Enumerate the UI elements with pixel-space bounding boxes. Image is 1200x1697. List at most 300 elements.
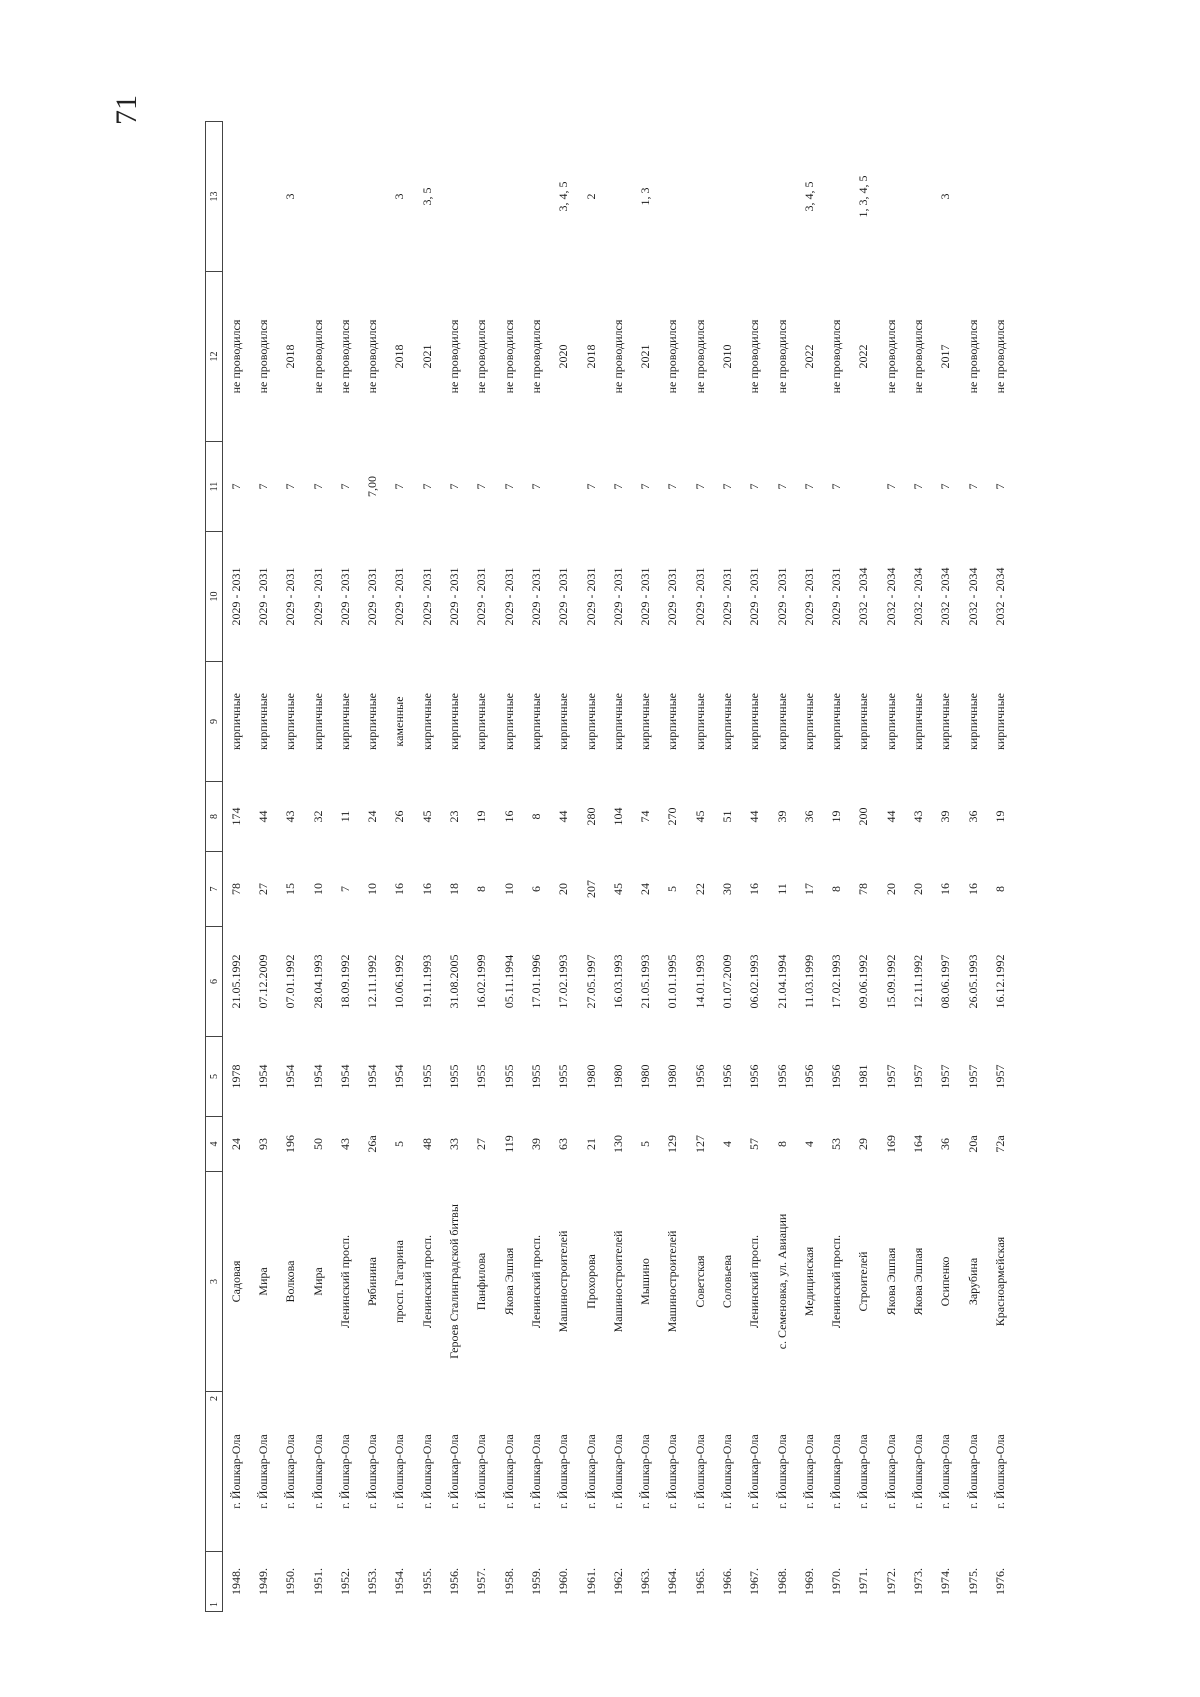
cell-col-7: 207 xyxy=(583,880,598,898)
cell-col-12: не проводился xyxy=(365,319,380,394)
cell-col-4: 26а xyxy=(365,1135,380,1153)
cell-col-8: 200 xyxy=(856,807,871,826)
rotated-table-wrapper xyxy=(205,122,1007,1612)
cell-col-8: 44 xyxy=(747,810,762,823)
cell-col-12: 2017 xyxy=(938,344,953,369)
cell-col-12: 2018 xyxy=(392,344,407,369)
column-header-8: 8 xyxy=(206,782,223,852)
cell-col-12: не проводился xyxy=(528,319,543,394)
cell-col-1: 1974. xyxy=(938,1568,953,1595)
cell-col-11: 7 xyxy=(283,483,298,490)
cell-col-7: 10 xyxy=(365,883,380,895)
cell-col-8: 39 xyxy=(774,810,789,823)
cell-col-13 xyxy=(250,122,277,272)
cell-col-9: кирпичные xyxy=(829,693,844,750)
cell-col-7: 78 xyxy=(856,883,871,895)
cell-col-8: 39 xyxy=(938,810,953,823)
cell-col-5: 1956 xyxy=(719,1064,734,1089)
cell-col-5: 1954 xyxy=(337,1064,352,1089)
cell-col-3: Якова Эшпая xyxy=(911,1247,926,1316)
cell-col-11: 7 xyxy=(255,483,270,490)
cell-col-11: 7 xyxy=(419,483,434,490)
cell-col-4: 43 xyxy=(337,1138,352,1150)
cell-col-6: 08.06.1997 xyxy=(938,954,953,1009)
table-row xyxy=(632,122,659,1612)
cell-col-11: 7 xyxy=(883,483,898,490)
cell-col-7: 6 xyxy=(528,886,543,892)
cell-col-11: 7,00 xyxy=(365,476,380,497)
cell-col-7: 30 xyxy=(719,883,734,895)
cell-col-10: 2029 - 2031 xyxy=(501,567,516,626)
cell-col-8: 45 xyxy=(419,810,434,823)
cell-col-11: 7 xyxy=(747,483,762,490)
cell-col-11: 7 xyxy=(528,483,543,490)
column-header-6: 6 xyxy=(206,927,223,1037)
cell-col-9: кирпичные xyxy=(992,693,1007,750)
table-row xyxy=(250,122,277,1612)
cell-col-6: 05.11.1994 xyxy=(501,954,516,1009)
cell-col-4: 5 xyxy=(638,1141,653,1147)
cell-col-12: не проводился xyxy=(992,319,1007,394)
cell-col-5: 1981 xyxy=(856,1064,871,1089)
cell-col-10: 2029 - 2031 xyxy=(283,567,298,626)
cell-col-2: г. Йошкар-Ола xyxy=(255,1434,270,1509)
cell-col-6: 16.02.1999 xyxy=(474,954,489,1009)
column-header-12: 12 xyxy=(206,272,223,442)
cell-col-3: Советская xyxy=(692,1255,707,1308)
cell-col-10: 2029 - 2031 xyxy=(610,567,625,626)
cell-col-4: 4 xyxy=(801,1141,816,1147)
cell-col-4: 21 xyxy=(583,1138,598,1150)
cell-col-6: 21.05.1992 xyxy=(228,954,243,1009)
cell-col-12: не проводился xyxy=(829,319,844,394)
table-row xyxy=(823,122,850,1612)
column-header-7: 7 xyxy=(206,852,223,927)
cell-col-3: Панфилова xyxy=(474,1252,489,1311)
cell-col-13 xyxy=(359,122,386,272)
cell-col-6: 17.02.1993 xyxy=(556,954,571,1009)
cell-col-9: кирпичные xyxy=(583,693,598,750)
cell-col-4: 164 xyxy=(911,1135,926,1153)
cell-col-5: 1957 xyxy=(965,1064,980,1089)
cell-col-2: г. Йошкар-Ола xyxy=(228,1434,243,1509)
table-row xyxy=(577,122,604,1612)
table-row xyxy=(495,122,522,1612)
cell-col-1: 1966. xyxy=(719,1568,734,1595)
cell-col-1: 1972. xyxy=(883,1568,898,1595)
cell-col-3: Красноармейская xyxy=(992,1236,1007,1327)
table-row xyxy=(441,122,468,1612)
cell-col-2: г. Йошкар-Ола xyxy=(801,1434,816,1509)
cell-col-1: 1968. xyxy=(774,1568,789,1595)
cell-col-1: 1973. xyxy=(911,1568,926,1595)
cell-col-12: 2021 xyxy=(638,344,653,369)
cell-col-13: 3 xyxy=(938,193,953,200)
cell-col-5: 1954 xyxy=(365,1064,380,1089)
cell-col-4: 93 xyxy=(255,1138,270,1150)
cell-col-6: 21.04.1994 xyxy=(774,954,789,1009)
cell-col-10: 2029 - 2031 xyxy=(583,567,598,626)
cell-col-9: кирпичные xyxy=(283,693,298,750)
cell-col-1: 1960. xyxy=(556,1568,571,1595)
cell-col-1: 1954. xyxy=(392,1568,407,1595)
cell-col-12: не проводился xyxy=(692,319,707,394)
cell-col-5: 1955 xyxy=(501,1064,516,1089)
cell-col-2: г. Йошкар-Ола xyxy=(610,1434,625,1509)
cell-col-7: 7 xyxy=(337,886,352,892)
cell-col-2: г. Йошкар-Ола xyxy=(310,1434,325,1509)
table-row xyxy=(223,122,250,1612)
cell-col-4: 53 xyxy=(829,1138,844,1150)
cell-col-1: 1967. xyxy=(747,1568,762,1595)
cell-col-7: 8 xyxy=(474,886,489,892)
cell-col-13 xyxy=(332,122,359,272)
cell-col-1: 1971. xyxy=(856,1568,871,1595)
cell-col-3: Прохорова xyxy=(583,1254,598,1309)
cell-col-12: не проводился xyxy=(665,319,680,394)
cell-col-13 xyxy=(905,122,932,272)
cell-col-4: 129 xyxy=(665,1135,680,1153)
cell-col-13 xyxy=(304,122,331,272)
cell-col-10: 2029 - 2031 xyxy=(310,567,325,626)
cell-col-8: 23 xyxy=(447,810,462,823)
cell-col-13 xyxy=(523,122,550,272)
cell-col-5: 1980 xyxy=(665,1064,680,1089)
cell-col-12: 2010 xyxy=(719,344,734,369)
cell-col-3: Ленинский просп. xyxy=(747,1234,762,1329)
cell-col-2: г. Йошкар-Ола xyxy=(883,1434,898,1509)
cell-col-6: 01.01.1995 xyxy=(665,954,680,1009)
cell-col-9: кирпичные xyxy=(665,693,680,750)
table-row xyxy=(741,122,768,1612)
cell-col-12: не проводился xyxy=(774,319,789,394)
cell-col-2: г. Йошкар-Ола xyxy=(501,1434,516,1509)
cell-col-7: 22 xyxy=(692,883,707,895)
cell-col-4: 39 xyxy=(528,1138,543,1150)
cell-col-2: г. Йошкар-Ола xyxy=(283,1434,298,1509)
cell-col-4: 5 xyxy=(392,1141,407,1147)
cell-col-10: 2029 - 2031 xyxy=(337,567,352,626)
cell-col-11: 7 xyxy=(474,483,489,490)
cell-col-12: 2022 xyxy=(856,344,871,369)
cell-col-6: 16.03.1993 xyxy=(610,954,625,1009)
cell-col-1: 1952. xyxy=(337,1568,352,1595)
cell-col-7: 20 xyxy=(883,883,898,895)
cell-col-6: 10.06.1992 xyxy=(392,954,407,1009)
cell-col-2: г. Йошкар-Ола xyxy=(747,1434,762,1509)
cell-col-1: 1975. xyxy=(965,1568,980,1595)
cell-col-4: 119 xyxy=(501,1135,516,1153)
cell-col-4: 27 xyxy=(474,1138,489,1150)
cell-col-10: 2029 - 2031 xyxy=(665,567,680,626)
cell-col-6: 11.03.1999 xyxy=(801,954,816,1009)
cell-col-5: 1957 xyxy=(883,1064,898,1089)
cell-col-11: 7 xyxy=(228,483,243,490)
table-row xyxy=(850,122,877,1612)
cell-col-7: 20 xyxy=(556,883,571,895)
cell-col-2: г. Йошкар-Ола xyxy=(829,1434,844,1509)
cell-col-7: 16 xyxy=(392,883,407,895)
cell-col-5: 1954 xyxy=(392,1064,407,1089)
cell-col-9: кирпичные xyxy=(719,693,734,750)
cell-col-3: Волкова xyxy=(283,1260,298,1303)
cell-col-4: 72а xyxy=(992,1135,1007,1153)
cell-col-1: 1964. xyxy=(665,1568,680,1595)
cell-col-11: 7 xyxy=(501,483,516,490)
cell-col-12: не проводился xyxy=(228,319,243,394)
cell-col-5: 1956 xyxy=(774,1064,789,1089)
cell-col-4: 169 xyxy=(883,1135,898,1153)
cell-col-10: 2032 - 2034 xyxy=(938,567,953,626)
cell-col-13 xyxy=(823,122,850,272)
table-row xyxy=(687,122,714,1612)
cell-col-3: Машиностроителей xyxy=(610,1230,625,1333)
cell-col-9: кирпичные xyxy=(556,693,571,750)
cell-col-6: 31.08.2005 xyxy=(447,954,462,1009)
cell-col-10: 2032 - 2034 xyxy=(965,567,980,626)
cell-col-7: 16 xyxy=(419,883,434,895)
cell-col-12: не проводился xyxy=(965,319,980,394)
cell-col-13 xyxy=(495,122,522,272)
cell-col-10: 2029 - 2031 xyxy=(719,567,734,626)
cell-col-13 xyxy=(741,122,768,272)
cell-col-2: г. Йошкар-Ола xyxy=(992,1434,1007,1509)
cell-col-10: 2029 - 2031 xyxy=(365,567,380,626)
cell-col-3: Героев Сталинградской битвы xyxy=(447,1204,462,1359)
cell-col-7: 10 xyxy=(310,883,325,895)
cell-col-8: 174 xyxy=(228,807,243,826)
cell-col-3: Машиностроителей xyxy=(665,1230,680,1333)
cell-col-13 xyxy=(960,122,987,272)
column-header-1: 1 xyxy=(206,1552,223,1612)
cell-col-12: не проводился xyxy=(447,319,462,394)
cell-col-8: 51 xyxy=(719,810,734,823)
cell-col-4: 127 xyxy=(692,1135,707,1153)
cell-col-6: 01.07.2009 xyxy=(719,954,734,1009)
cell-col-3: с. Семеновка, ул. Авиации xyxy=(774,1213,789,1350)
table-row xyxy=(960,122,987,1612)
cell-col-3: Рябинина xyxy=(365,1257,380,1306)
cell-col-6: 27.05.1997 xyxy=(583,954,598,1009)
cell-col-3: Осипенко xyxy=(938,1256,953,1307)
cell-col-8: 16 xyxy=(501,810,516,823)
cell-col-2: г. Йошкар-Ола xyxy=(938,1434,953,1509)
cell-col-6: 14.01.1993 xyxy=(692,954,707,1009)
cell-col-7: 8 xyxy=(829,886,844,892)
cell-col-5: 1957 xyxy=(911,1064,926,1089)
cell-col-2: г. Йошкар-Ола xyxy=(583,1434,598,1509)
cell-col-6: 15.09.1992 xyxy=(883,954,898,1009)
cell-col-7: 16 xyxy=(938,883,953,895)
cell-col-2: г. Йошкар-Ола xyxy=(419,1434,434,1509)
cell-col-1: 1961. xyxy=(583,1568,598,1595)
cell-col-6: 21.05.1993 xyxy=(638,954,653,1009)
cell-col-13 xyxy=(223,122,250,272)
cell-col-1: 1951. xyxy=(310,1568,325,1595)
cell-col-7: 5 xyxy=(665,886,680,892)
cell-col-6: 28.04.1993 xyxy=(310,954,325,1009)
cell-col-3: Машиностроителей xyxy=(556,1230,571,1333)
cell-col-2: г. Йошкар-Ола xyxy=(638,1434,653,1509)
table-row xyxy=(359,122,386,1612)
column-header-9: 9 xyxy=(206,662,223,782)
cell-col-10: 2029 - 2031 xyxy=(747,567,762,626)
cell-col-6: 12.11.1992 xyxy=(911,954,926,1009)
cell-col-13 xyxy=(878,122,905,272)
cell-col-11: 7 xyxy=(965,483,980,490)
cell-col-13: 3, 4, 5 xyxy=(556,181,571,212)
cell-col-9: кирпичные xyxy=(528,693,543,750)
cell-col-9: кирпичные xyxy=(501,693,516,750)
cell-col-9: кирпичные xyxy=(856,693,871,750)
housing-table xyxy=(205,121,1014,1612)
cell-col-13 xyxy=(468,122,495,272)
table-row xyxy=(987,122,1014,1612)
cell-col-13: 3 xyxy=(392,193,407,200)
cell-col-12: 2021 xyxy=(419,344,434,369)
cell-col-7: 20 xyxy=(911,883,926,895)
column-header-4: 4 xyxy=(206,1117,223,1172)
cell-col-13 xyxy=(441,122,468,272)
cell-col-13: 3 xyxy=(283,193,298,200)
cell-col-9: кирпичные xyxy=(747,693,762,750)
header-row xyxy=(206,122,223,1612)
cell-col-10: 2032 - 2034 xyxy=(883,567,898,626)
cell-col-9: кирпичные xyxy=(228,693,243,750)
cell-col-5: 1956 xyxy=(801,1064,816,1089)
cell-col-13: 3, 4, 5 xyxy=(801,181,816,212)
cell-col-10: 2029 - 2031 xyxy=(528,567,543,626)
table-row xyxy=(386,122,413,1612)
cell-col-1: 1969. xyxy=(801,1568,816,1595)
table-row xyxy=(277,122,304,1612)
cell-col-5: 1954 xyxy=(255,1064,270,1089)
table-row xyxy=(878,122,905,1612)
cell-col-3: Ленинский просп. xyxy=(337,1234,352,1329)
cell-col-3: Соловьева xyxy=(719,1254,734,1309)
table-row xyxy=(304,122,331,1612)
cell-col-13: 3, 5 xyxy=(419,187,434,206)
cell-col-1: 1948. xyxy=(228,1568,243,1595)
cell-col-12: не проводился xyxy=(911,319,926,394)
cell-col-7: 45 xyxy=(610,883,625,895)
column-header-11: 11 xyxy=(206,442,223,532)
table-row xyxy=(796,122,823,1612)
table-row xyxy=(905,122,932,1612)
cell-col-9: кирпичные xyxy=(801,693,816,750)
cell-col-3: Зарубина xyxy=(965,1257,980,1306)
cell-col-11: 7 xyxy=(447,483,462,490)
cell-col-8: 19 xyxy=(992,810,1007,823)
cell-col-1: 1976. xyxy=(992,1568,1007,1595)
table-row xyxy=(605,122,632,1612)
cell-col-11: 7 xyxy=(610,483,625,490)
cell-col-7: 78 xyxy=(228,883,243,895)
cell-col-11: 7 xyxy=(801,483,816,490)
cell-col-7: 17 xyxy=(801,883,816,895)
cell-col-2: г. Йошкар-Ола xyxy=(447,1434,462,1509)
column-header-10: 10 xyxy=(206,532,223,662)
column-header-3: 3 xyxy=(206,1172,223,1392)
table-row xyxy=(659,122,686,1612)
cell-col-7: 11 xyxy=(774,883,789,895)
cell-col-6: 07.12.2009 xyxy=(255,954,270,1009)
cell-col-9: кирпичные xyxy=(965,693,980,750)
cell-col-8: 8 xyxy=(528,813,543,820)
cell-col-12: 2020 xyxy=(556,344,571,369)
cell-col-2: г. Йошкар-Ола xyxy=(665,1434,680,1509)
cell-col-3: Ленинский просп. xyxy=(829,1234,844,1329)
cell-col-9: кирпичные xyxy=(692,693,707,750)
cell-col-8: 32 xyxy=(310,810,325,823)
cell-col-8: 19 xyxy=(474,810,489,823)
cell-col-5: 1956 xyxy=(692,1064,707,1089)
cell-col-3: Якова Эшпая xyxy=(501,1247,516,1316)
cell-col-1: 1959. xyxy=(528,1568,543,1595)
cell-col-3: Медицинская xyxy=(801,1246,816,1317)
cell-col-7: 24 xyxy=(638,883,653,895)
cell-col-3: Садовая xyxy=(228,1260,243,1303)
cell-col-6: 18.09.1992 xyxy=(337,954,352,1009)
cell-col-7: 10 xyxy=(501,883,516,895)
cell-col-11: 7 xyxy=(829,483,844,490)
cell-col-11: 7 xyxy=(583,483,598,490)
cell-col-8: 43 xyxy=(911,810,926,823)
cell-col-10: 2029 - 2031 xyxy=(829,567,844,626)
cell-col-2: г. Йошкар-Ола xyxy=(365,1434,380,1509)
cell-col-9: кирпичные xyxy=(419,693,434,750)
cell-col-4: 24 xyxy=(228,1138,243,1150)
cell-col-13: 1, 3 xyxy=(638,187,653,206)
cell-col-1: 1953. xyxy=(365,1568,380,1595)
cell-col-12: не проводился xyxy=(255,319,270,394)
cell-col-5: 1955 xyxy=(528,1064,543,1089)
cell-col-1: 1962. xyxy=(610,1568,625,1595)
column-header-5: 5 xyxy=(206,1037,223,1117)
table-body xyxy=(223,122,1015,1612)
cell-col-10: 2029 - 2031 xyxy=(801,567,816,626)
cell-col-3: Ленинский просп. xyxy=(419,1234,434,1329)
cell-col-8: 36 xyxy=(965,810,980,823)
cell-col-1: 1950. xyxy=(283,1568,298,1595)
cell-col-6: 06.02.1993 xyxy=(747,954,762,1009)
cell-col-5: 1980 xyxy=(638,1064,653,1089)
cell-col-3: Строителей xyxy=(856,1251,871,1312)
cell-col-6: 19.11.1993 xyxy=(419,954,434,1009)
cell-col-5: 1955 xyxy=(474,1064,489,1089)
cell-col-9: кирпичные xyxy=(638,693,653,750)
cell-col-11: 7 xyxy=(392,483,407,490)
cell-col-13 xyxy=(687,122,714,272)
cell-col-4: 196 xyxy=(283,1135,298,1153)
cell-col-2: г. Йошкар-Ола xyxy=(719,1434,734,1509)
cell-col-10: 2032 - 2034 xyxy=(992,567,1007,626)
cell-col-13 xyxy=(987,122,1014,272)
table-row xyxy=(332,122,359,1612)
cell-col-3: Мира xyxy=(255,1267,270,1296)
cell-col-8: 280 xyxy=(583,807,598,826)
cell-col-4: 33 xyxy=(447,1138,462,1150)
cell-col-11: 7 xyxy=(992,483,1007,490)
table-row xyxy=(768,122,795,1612)
cell-col-8: 104 xyxy=(610,807,625,826)
cell-col-8: 26 xyxy=(392,810,407,823)
cell-col-11: 7 xyxy=(938,483,953,490)
cell-col-11 xyxy=(850,442,877,532)
cell-col-3: просп. Гагарина xyxy=(392,1240,407,1323)
cell-col-13: 1, 3, 4, 5 xyxy=(856,175,871,218)
cell-col-12: 2022 xyxy=(801,344,816,369)
